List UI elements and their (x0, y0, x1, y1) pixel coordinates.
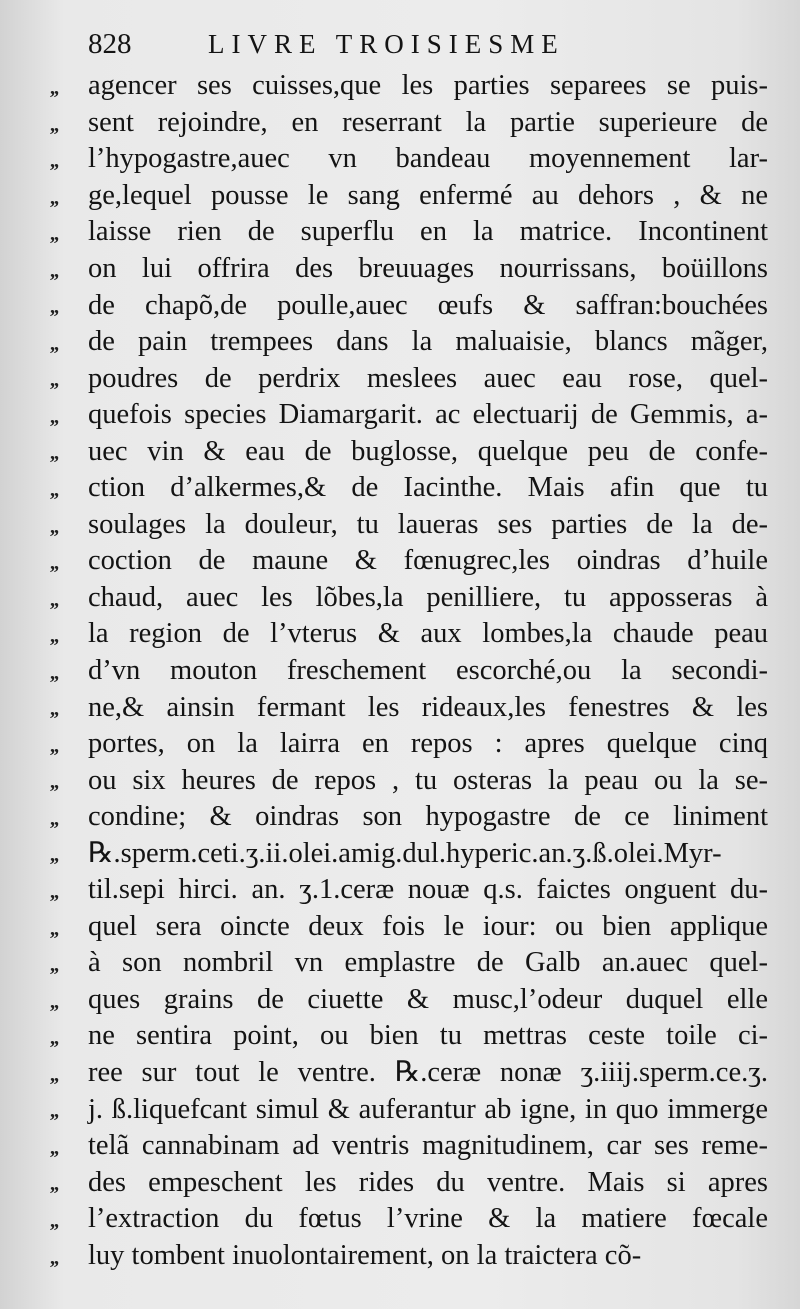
text-line (0, 433, 800, 470)
text-line (0, 945, 800, 982)
quotation-mark: ,, (50, 1173, 58, 1196)
text-line (0, 835, 800, 872)
quotation-mark: ,, (50, 588, 58, 611)
line-text: ℞.sperm.ceti.ʒ.ii.olei.amig.dul.hyperic.an.ʒ.ß.olei.Myr- (88, 837, 722, 869)
text-line (0, 799, 800, 836)
running-header (88, 28, 648, 64)
line-text: poudres de perdrix meslees auec eau rose, quel- (88, 362, 768, 394)
text-line (0, 397, 800, 434)
text-line (0, 653, 800, 690)
line-text: laisse rien de superflu en la matrice. Incontinent (88, 216, 768, 248)
running-title: LIVRE TROISIESME (208, 29, 565, 59)
quotation-mark: ,, (50, 1027, 58, 1050)
quotation-mark: ,, (50, 661, 58, 684)
page-number: 828 (88, 28, 132, 60)
quotation-mark: ,, (50, 296, 58, 319)
quotation-mark: ,, (50, 1063, 58, 1086)
line-text: ction d’alkermes,& de Iacinthe. Mais afin que tu (88, 472, 768, 504)
quotation-mark: ,, (50, 734, 58, 757)
quotation-mark: ,, (50, 223, 58, 246)
text-line (0, 726, 800, 763)
line-text: on lui offrira des breuuages nourrissans, boüillons (88, 253, 768, 284)
quotation-mark: ,, (50, 150, 58, 173)
text-line (0, 1201, 800, 1238)
text-line (0, 470, 800, 507)
text-line (0, 214, 800, 251)
text-line (0, 1238, 800, 1275)
text-line (0, 762, 800, 799)
line-text: quel sera oincte deux fois le iour: ou bien applique (88, 910, 768, 942)
text-line (0, 287, 800, 324)
quotation-mark: ,, (50, 917, 58, 940)
line-text: ne,& ainsin fermant les rideaux,les fenestres & les (88, 691, 768, 723)
line-text: de pain trempees dans la maluaisie, blancs mãger, (88, 326, 768, 358)
line-text: ge,lequel pousse le sang enfermé au dehors , & ne (88, 179, 768, 211)
text-line (0, 1164, 800, 1201)
line-text: condine; & oindras son hypogastre de ce liniment (88, 801, 768, 833)
quotation-mark: ,, (50, 807, 58, 830)
quotation-mark: ,, (50, 113, 58, 136)
line-text: quefois species Diamargarit. ac electuarij de Gemmis, a- (88, 399, 768, 431)
text-line (0, 616, 800, 653)
text-line (0, 141, 800, 178)
line-text: j. ß.liquefcant simul & auferantur ab igne, in quo immerge (88, 1093, 768, 1125)
line-text: à son nombril vn emplastre de Galb an.auec quel- (88, 947, 768, 979)
line-text: coction de maune & fœnugrec,les oindras d’huile (88, 545, 768, 577)
quotation-mark: ,, (50, 369, 58, 392)
text-line (0, 507, 800, 544)
line-text: ques grains de ciuette & musc,l’odeur duquel elle (88, 983, 768, 1015)
quotation-mark: ,, (50, 186, 58, 209)
text-line (0, 1128, 800, 1165)
line-text: telã cannabinam ad ventris magnitudinem, car ses reme- (88, 1130, 768, 1162)
line-text: sent rejoindre, en reserrant la partie superieure de (88, 106, 768, 138)
quotation-mark: ,, (50, 1246, 58, 1269)
text-line (0, 1018, 800, 1055)
line-text: ne sentira point, ou bien tu mettras ceste toile ci- (88, 1020, 768, 1052)
text-line (0, 689, 800, 726)
line-text: l’extraction du fœtus l’vrine & la matiere fœcale (88, 1203, 768, 1235)
line-text: de chapõ,de poulle,auec œufs & saffran:bouchées (88, 289, 768, 321)
text-line (0, 105, 800, 142)
text-line (0, 543, 800, 580)
quotation-mark: ,, (50, 698, 58, 721)
quotation-mark: ,, (50, 259, 58, 282)
quotation-mark: ,, (50, 479, 58, 502)
text-line (0, 68, 800, 105)
quotation-mark: ,, (50, 442, 58, 465)
text-line (0, 580, 800, 617)
text-line (0, 1091, 800, 1128)
quotation-mark: ,, (50, 515, 58, 538)
quotation-mark: ,, (50, 954, 58, 977)
text-line (0, 982, 800, 1019)
line-text: chaud, auec les lõbes,la penilliere, tu apposseras à (88, 581, 768, 613)
quotation-mark: ,, (50, 844, 58, 867)
line-text: uec vin & eau de buglosse, quelque peu de confe- (88, 435, 768, 467)
quotation-mark: ,, (50, 771, 58, 794)
text-line (0, 909, 800, 946)
line-text: til.sepi hirci. an. ʒ.1.ceræ nouæ q.s. faictes onguent du- (88, 874, 768, 906)
line-text: d’vn mouton freschement escorché,ou la secondi- (88, 655, 768, 687)
quotation-mark: ,, (50, 1209, 58, 1232)
line-text: l’hypogastre,auec vn bandeau moyennement lar- (88, 143, 768, 175)
line-text: luy tombent inuolontairement, on la traictera cõ- (88, 1239, 642, 1271)
quotation-mark: ,, (50, 77, 58, 99)
quotation-mark: ,, (50, 990, 58, 1013)
quotation-mark: ,, (50, 625, 58, 648)
line-text: portes, on la lairra en repos : apres quelque cinq (88, 728, 768, 760)
text-line (0, 251, 800, 288)
line-text: la region de l’vterus & aux lombes,la chaude peau (88, 618, 768, 650)
text-line (0, 178, 800, 215)
quotation-mark: ,, (50, 552, 58, 575)
text-line (0, 1055, 800, 1092)
quotation-mark: ,, (50, 332, 58, 355)
text-block (0, 68, 800, 1274)
quotation-mark: ,, (50, 1136, 58, 1159)
line-text: soulages la douleur, tu laueras ses parties de la de- (88, 508, 768, 540)
line-text: ree sur tout le ventre. ℞.ceræ nonæ ʒ.iiij.sperm.ce.ʒ. (88, 1057, 768, 1089)
line-text: des empeschent les rides du ventre. Mais si apres (88, 1166, 768, 1198)
line-text: agencer ses cuisses,que les parties separees se puis- (88, 70, 768, 102)
line-text: ou six heures de repos , tu osteras la peau ou la se- (88, 764, 768, 796)
quotation-mark: ,, (50, 1100, 58, 1123)
text-line (0, 872, 800, 909)
quotation-mark: ,, (50, 881, 58, 904)
quotation-mark: ,, (50, 405, 58, 428)
text-line (0, 324, 800, 361)
text-line (0, 360, 800, 397)
